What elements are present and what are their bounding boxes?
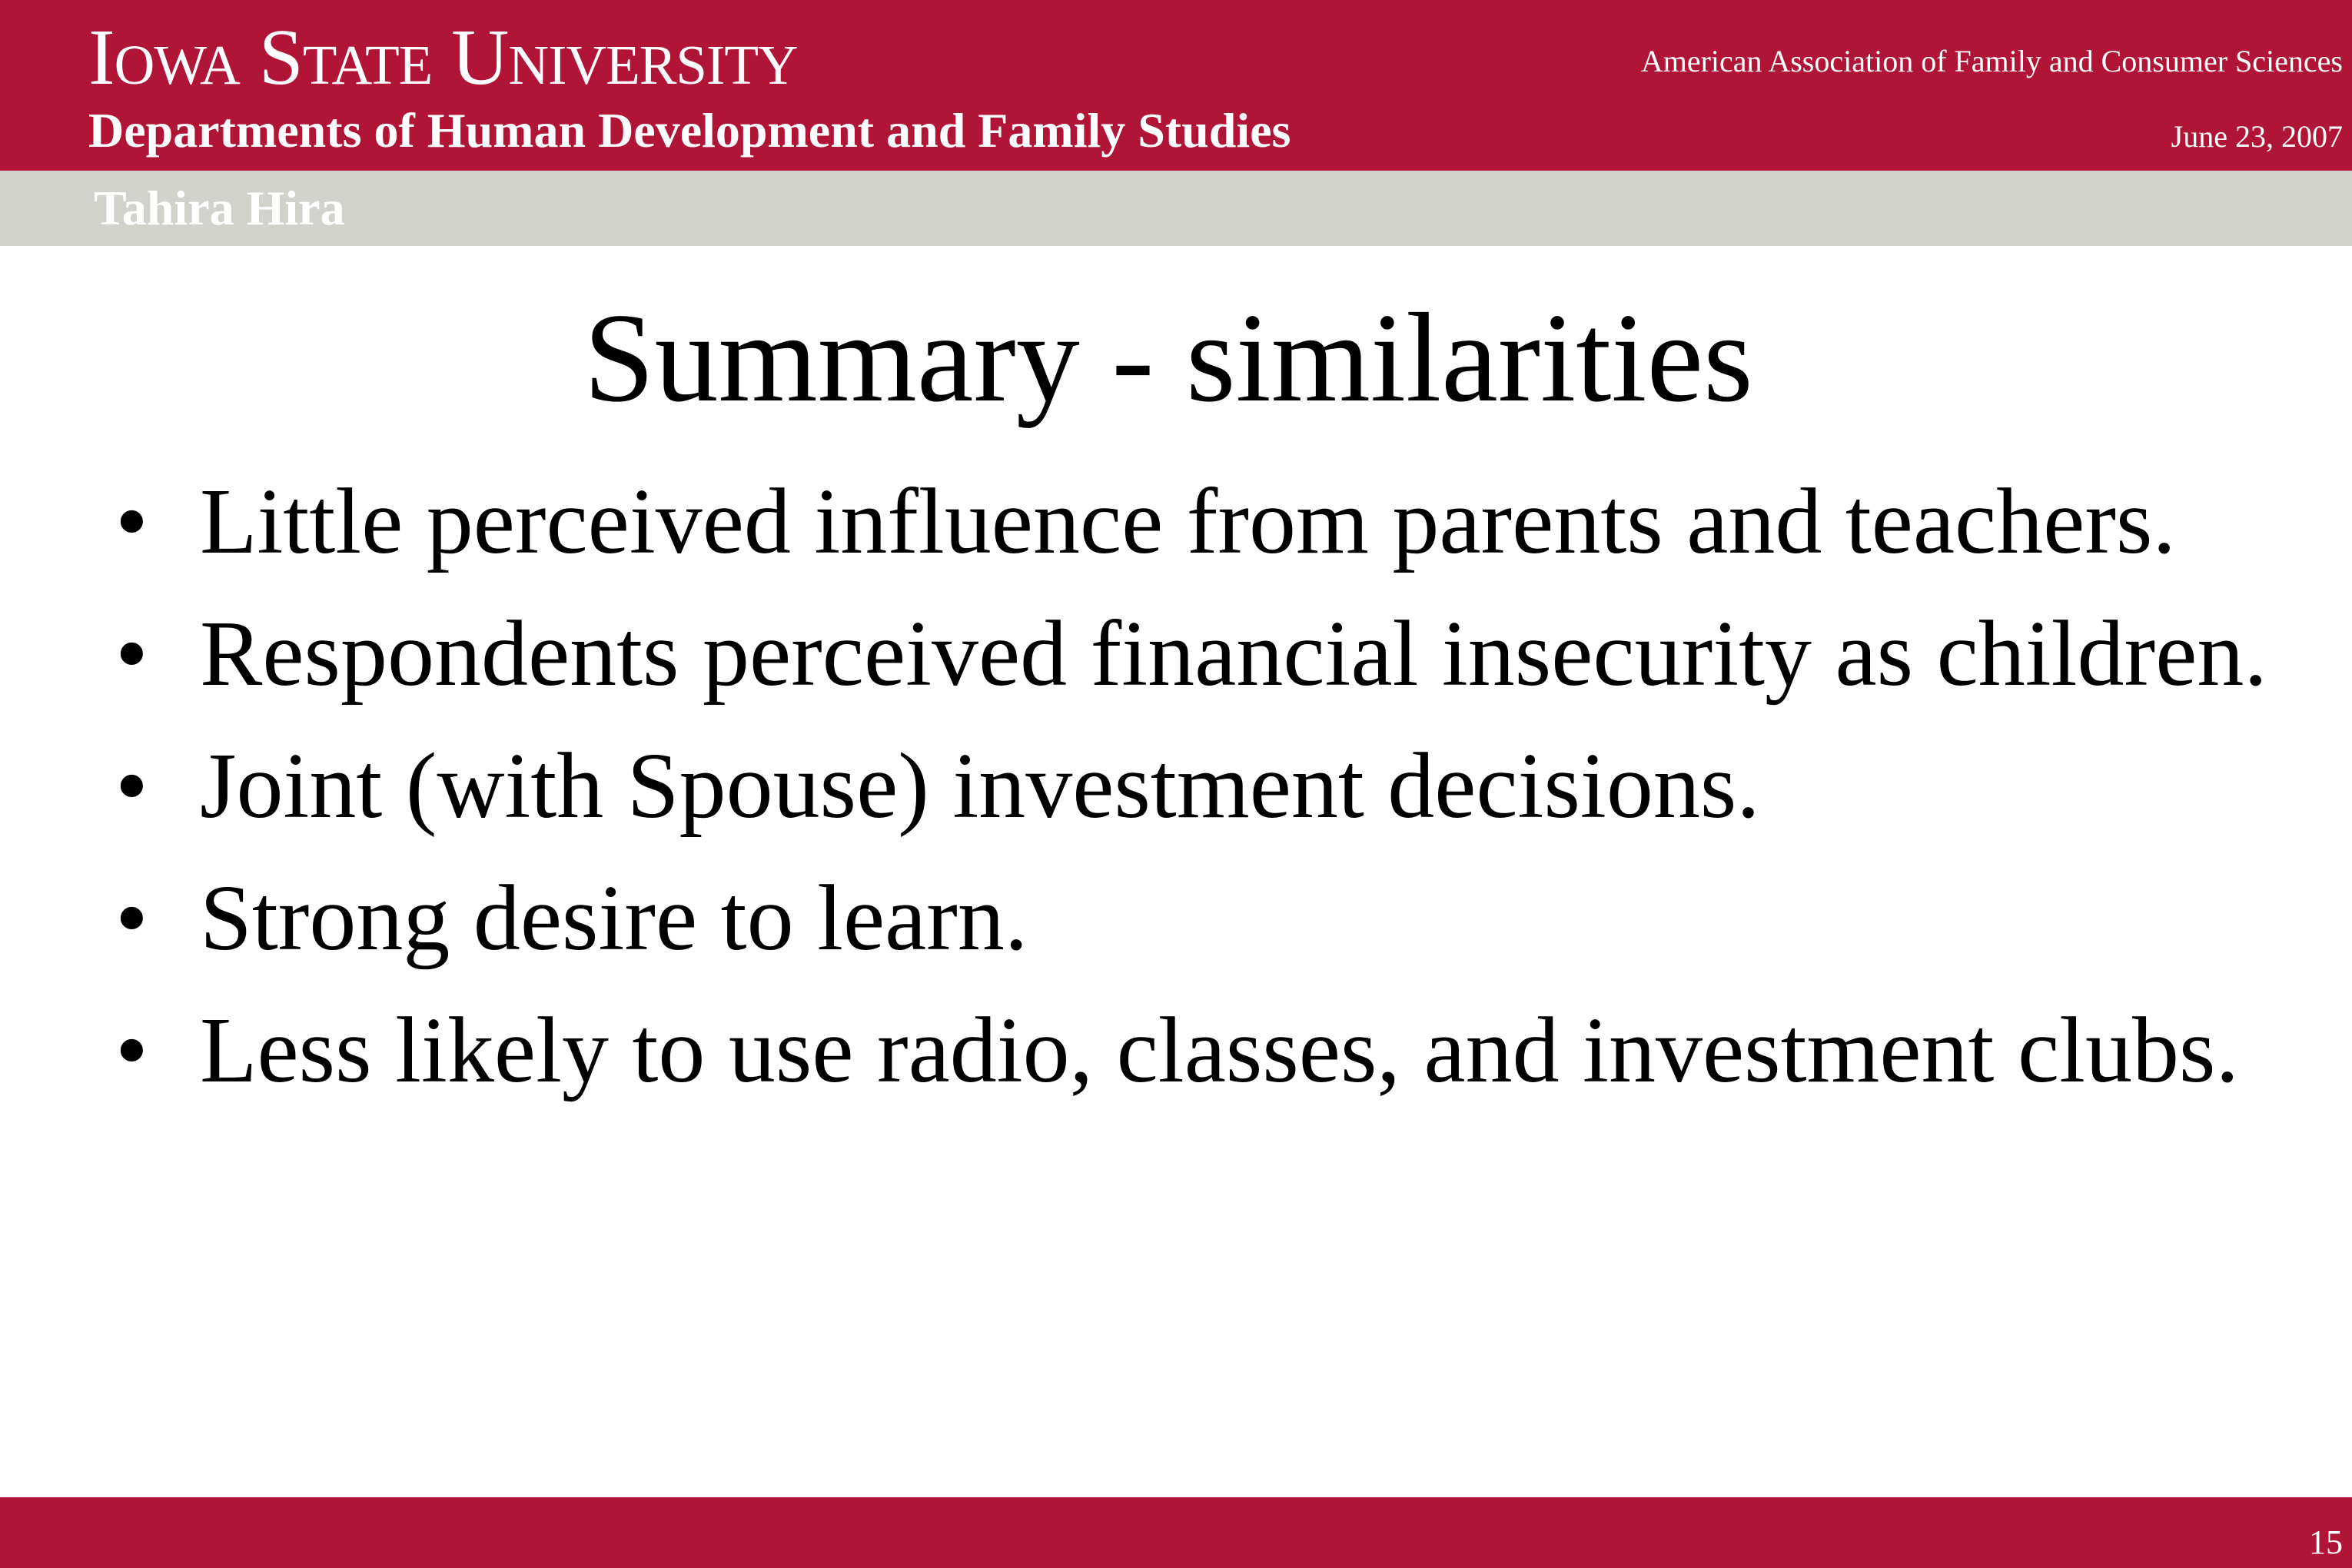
bullet-item — [115, 996, 2283, 1105]
bullet-marker: • — [115, 998, 148, 1102]
presenter-name: Tahira Hira — [94, 181, 345, 235]
conference-name: American Association of Family and Consumer Sciences — [1640, 44, 2343, 78]
department-name: Departments of Human Development and Family Studies — [88, 103, 1291, 158]
bullet-text: Strong desire to learn. — [200, 866, 1028, 970]
university-name-text: Iowa State University — [88, 13, 798, 101]
bullet-marker: • — [115, 734, 148, 838]
slide-title: Summary - similarities — [583, 287, 1753, 428]
bullet-item — [115, 600, 2283, 709]
bullet-text: Respondents perceived financial insecurity as children. — [200, 602, 2267, 706]
bullet-text: Joint (with Spouse) investment decisions. — [200, 734, 1760, 838]
bullet-text: Less likely to use radio, classes, and investment clubs. — [200, 998, 2239, 1102]
header-band — [0, 0, 2352, 171]
bullet-marker: • — [115, 866, 148, 970]
bullet-item — [115, 467, 2283, 576]
bullet-marker: • — [115, 602, 148, 706]
presenter-band — [0, 171, 2352, 246]
bullet-list — [115, 467, 2283, 1128]
bullet-item — [115, 732, 2283, 841]
slide-number: 15 — [2309, 1523, 2343, 1561]
bullet-item — [115, 864, 2283, 973]
bullet-text: Little perceived influence from parents and teachers. — [200, 470, 2176, 573]
footer-band — [0, 1497, 2352, 1568]
bullet-marker: • — [115, 470, 148, 573]
university-name — [88, 15, 798, 100]
presentation-date: June 23, 2007 — [2171, 119, 2343, 154]
